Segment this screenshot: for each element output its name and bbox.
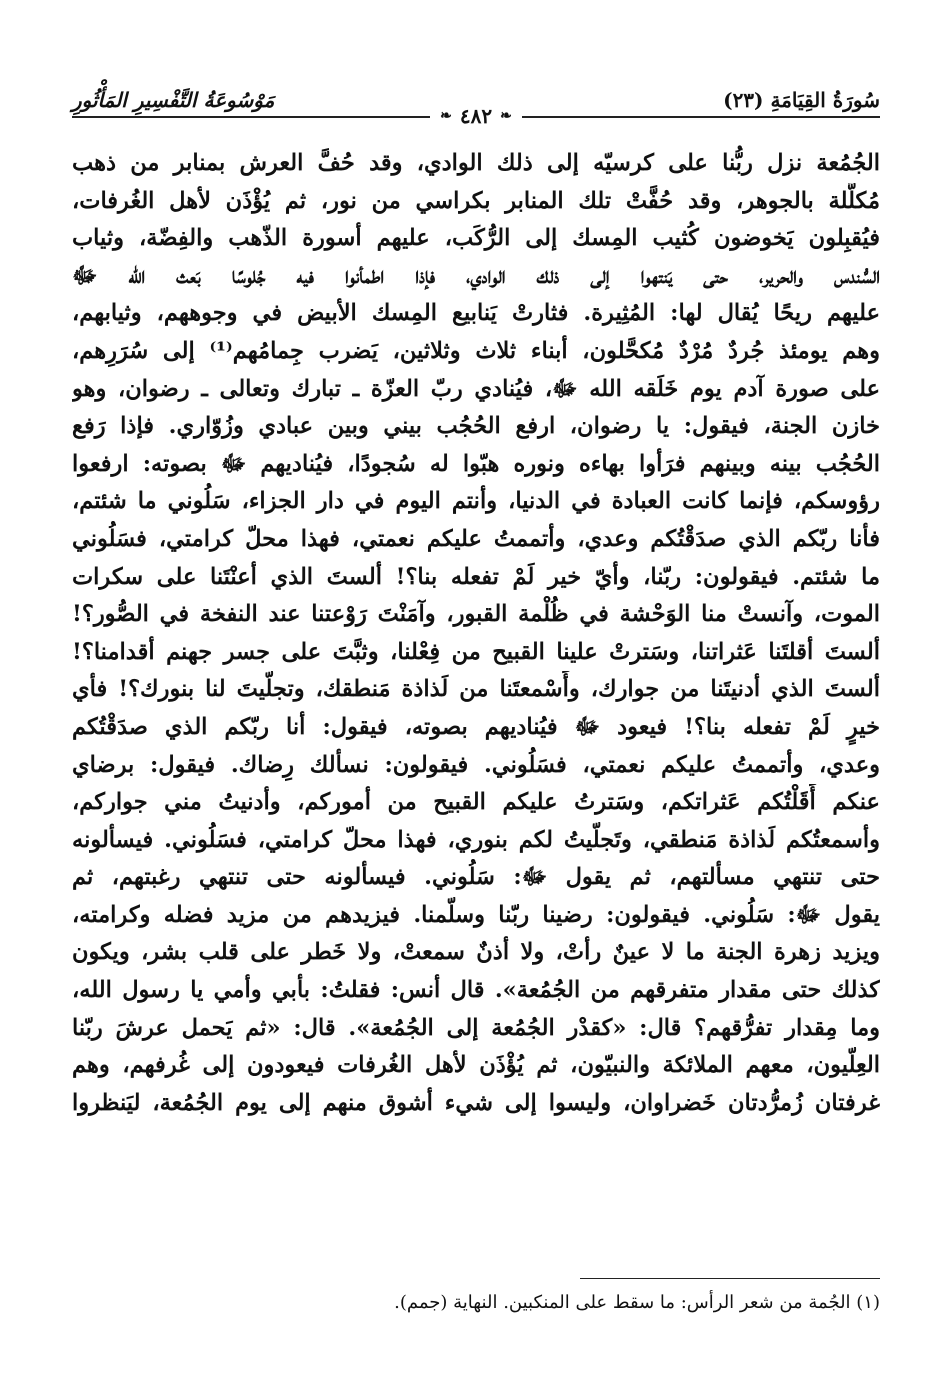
text-line: فيُقبِلون يَخوضون كُثيب المِسك إلى الرُّكَب، عليهم أسورة الذّهب والفِضّة، وثياب [72, 225, 880, 252]
text-line: وما مِقدار تفرُّقهم؟ قال: «كقدْر الجُمُعة إلى الجُمُعة». قال: «ثم يَحمل عرشَ ربّنا [72, 1014, 880, 1041]
text-line: ويزيد زهرة الجنة ما لا عينٌ رأتْ، ولا أذنٌ سمعتْ، ولا خَطر على قلب بشر، ويكون [72, 939, 880, 966]
text-line: غرفتان زُمرُّدتان خَضراوان، وليسوا إلى شيء أشوق منهم إلى يوم الجُمُعة، ليَنظروا [72, 1089, 880, 1116]
text-line: الحُجُب بينه وبينهم فرَأوا بهاءه ونوره هبّوا له سُجودًا، فيُناديهم ﷻ بصوته: ارفعوا [72, 450, 880, 477]
text-line: فأنا ربّكم الذي صدَقْتُكم وعدي، وأتممتُ عليكم نعمتي، فهذا محلّ كرامتي، فسَلُوني [72, 525, 880, 552]
text-line: ألستَ أقلتَنا عَثراتنا، وسَترتْ علينا القبيح من فِعْلنا، وثبَّتَ على جسر جهنم أقدامنا؟! [72, 638, 880, 665]
text-line: الجُمُعة نزل ربُّنا على كرسيّه إلى ذلك الوادي، وقد حُفَّ العرش بمنابر من ذهب [72, 150, 880, 176]
ornament-icon: ❧ [440, 108, 452, 124]
text-line: ما شئتم. فيقولون: ربّنا، وأيّ خير لَمْ تفعله بنا؟! ألستَ الذي أعنْتَنا على سكرات [72, 563, 880, 590]
footnote-rule [580, 1278, 880, 1279]
text-line: مُكلَّلة بالجوهر، وقد حُفَّتْ تلك المنابر بكراسي من نور، ثم يُؤْذَن لأهل الغُرفات، [72, 187, 880, 214]
page-number: ٤٨٢ [459, 104, 493, 128]
text-line: وهم يومئذ جُردٌ مُرْدٌ مُكحَّلون، أبناء ثلاث وثلاثين، يَضرب جِمامُهم⁽¹⁾ إلى سُرَرِهم، [72, 337, 880, 364]
text-line: الموت، وآنستْ منا الوَحْشة في ظُلْمة القبور، وآمَنْتَ رَوْعتنا عند النفخة في الصُّور؟! [72, 601, 880, 628]
body-text [72, 145, 880, 1122]
ornament-icon: ❧ [500, 108, 512, 124]
text-line: على صورة آدم يوم خَلَقه الله ﷻ، فيُنادي ربّ العزّة ـ تبارك وتعالى ـ رضوان، وهو [72, 375, 880, 402]
footnote: (١) الجُمة من شعر الرأس: ما سقط على المنكبين. النهاية (جمم). [394, 1292, 880, 1313]
text-line: العِلّيون، معهم الملائكة والنبيّون، ثم يُؤْذَن لأهل الغُرفات فيعودون إلى غُرفهم، وهم [72, 1052, 880, 1079]
text-line: خيرٍ لَمْ تفعله بنا؟! فيعود ﷻ فيُناديهم بصوته، فيقول: أنا ربّكم الذي صدَقْتُكم [72, 713, 880, 740]
text-line: وأسمعتُكم لَذاذة مَنطقي، وتَجلّيتُ لكم بنوري، فهذا محلّ كرامتي، فسَلُوني. فيسألونه [72, 826, 880, 853]
text-line: رؤوسكم، فإنما كانت العبادة في الدنيا، وأنتم اليوم في دار الجزاء، سَلُوني ما شئتم، [72, 488, 880, 515]
surah-title: سُورَةُ القِيَامَةِ (٢٣) [723, 88, 880, 112]
text-line: خازن الجنة، فيقول: يا رضوان، ارفع الحُجُب بيني وبين عبادي وزُوّاري. فإذا رَفع [72, 413, 880, 440]
page-number-wrap [0, 104, 952, 128]
text-line: يقول ﷻ: سَلُوني. فيقولون: رضينا ربّنا وسلّمنا. فيزيدهم من مزيد فضله وكرامته، [72, 901, 880, 928]
book-title: مَوْسُوعَةُ التَّفْسِيرِ المَأْثُورِ [72, 88, 275, 112]
text-line: السُّندس والحرير، حتى يَنتهوا إلى ذلك الوادي، فإذا اطمأنوا فيه جُلوسًا بَعث الله ﷻ [72, 262, 880, 289]
text-line: ألستَ الذي أدنيتَنا من جوارك، وأَسْمعتَنا من لَذاذة مَنطقك، وتجلّيتَ لنا بنورك؟! فأي [72, 676, 880, 703]
page-number-block [430, 104, 522, 128]
text-line: وعدي، وأتممتُ عليكم نعمتي، فسَلُوني. فيقولون: نسألك رِضاك. فيقول: برضاي [72, 751, 880, 778]
text-line: حتى تنتهي مسألتهم، ثم يقول ﷻ: سَلُوني. فيسألونه حتى تنتهي رغبتهم، ثم [72, 864, 880, 891]
text-line: كذلك حتى مقدار متفرقهم من الجُمُعة». قال أنس: فقلتُ: بأبي وأمي يا رسول الله، [72, 977, 880, 1004]
text-line: عنكم أَقَلْتُكم عَثراتكم، وسَترتُ عليكم القبيح من أموركم، وأدنيتُ مني جواركم، [72, 789, 880, 816]
text-line: عليهم ريحًا يُقال لها: المُثِيرة. فثارتْ يَنابيع المِسك الأبيض في وجوههم، وثيابهم، [72, 300, 880, 327]
